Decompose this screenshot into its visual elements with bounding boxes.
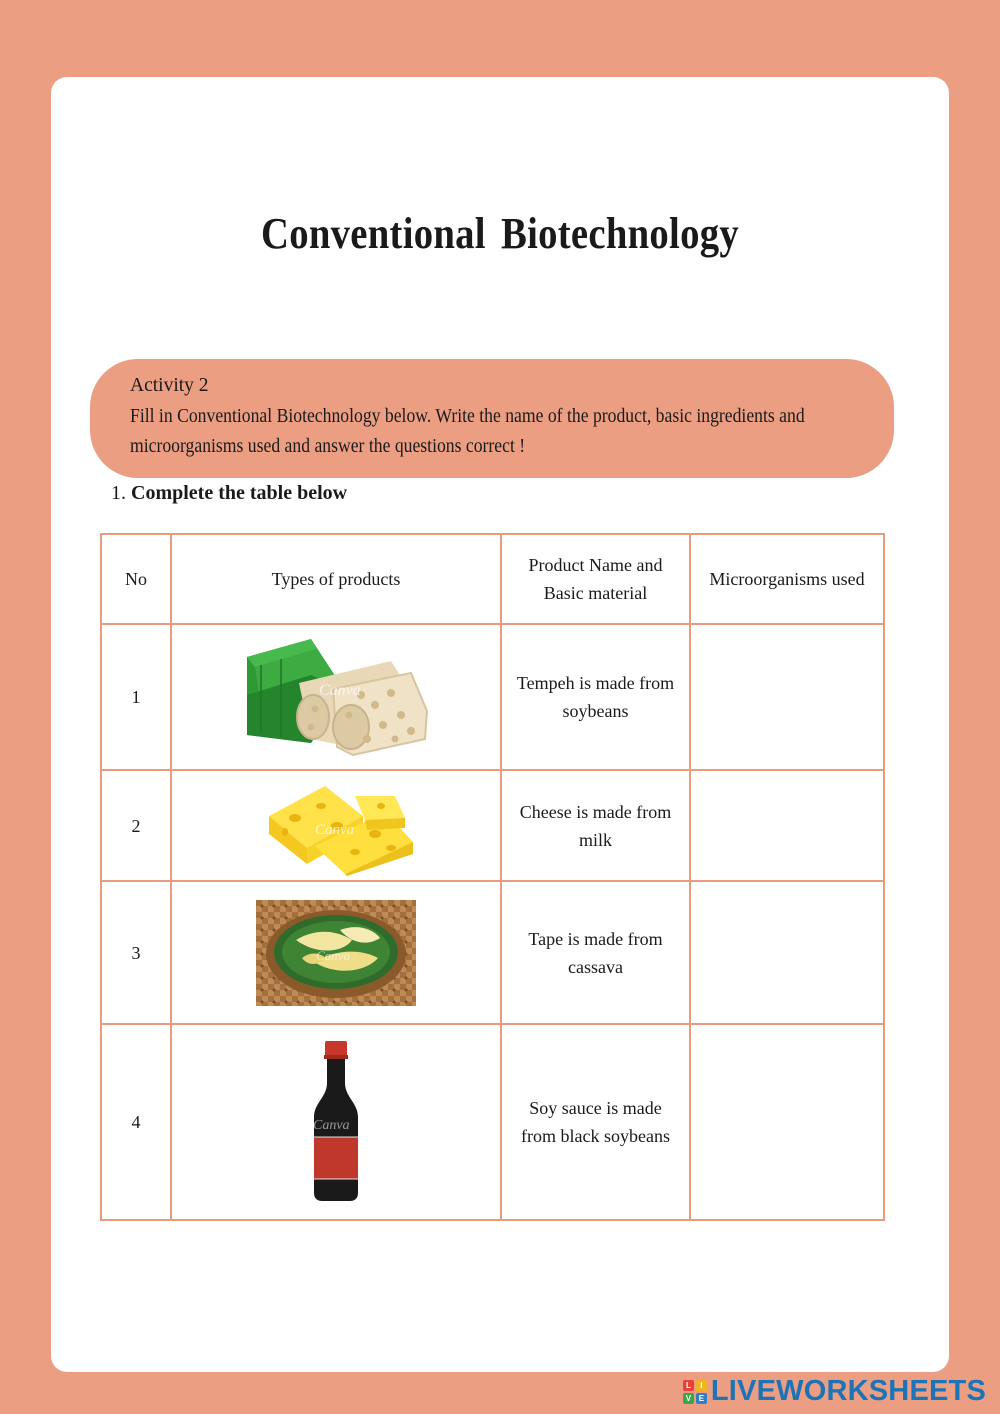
activity-banner — [90, 359, 894, 478]
table-row — [101, 770, 884, 881]
table-row — [101, 624, 884, 770]
product-image-cell — [171, 624, 501, 770]
activity-heading: Activity 2 — [130, 375, 209, 396]
product-image-cell — [171, 1024, 501, 1220]
logo-mark — [683, 1380, 707, 1404]
product-description: Tempeh is made from soybeans — [501, 624, 690, 770]
liveworksheets-logo[interactable] — [683, 1375, 986, 1408]
watermark-text: Canva — [313, 1118, 350, 1133]
header-types: Types of products — [171, 534, 501, 624]
row-number: 2 — [101, 770, 171, 881]
row-number: 3 — [101, 881, 171, 1024]
tape-image — [256, 900, 416, 1006]
watermark-text: Canva — [319, 681, 361, 699]
microorganism-answer-cell[interactable] — [690, 881, 884, 1024]
question-number: 1. — [111, 482, 126, 504]
question-1 — [111, 482, 347, 505]
logo-mark-e: E — [696, 1393, 707, 1404]
row-number: 4 — [101, 1024, 171, 1220]
product-description: Cheese is made from milk — [501, 770, 690, 881]
logo-mark-v: V — [683, 1393, 694, 1404]
activity-instruction-line2: microorganisms used and answer the questions correct ! — [130, 436, 526, 457]
question-text: Complete the table below — [131, 482, 348, 504]
header-product-line2: Basic material — [543, 583, 648, 603]
watermark-text: Canva — [316, 947, 350, 963]
product-description: Soy sauce is made from black soybeans — [501, 1024, 690, 1220]
row-number: 1 — [101, 624, 171, 770]
product-description: Tape is made from cassava — [501, 881, 690, 1024]
products-table — [100, 533, 885, 1221]
cheese-image — [255, 776, 417, 876]
watermark-text: Canva — [315, 821, 355, 838]
tempeh-image — [241, 635, 431, 760]
header-product-line1: Product Name and — [528, 555, 663, 575]
table-row — [101, 881, 884, 1024]
activity-instruction-line1: Fill in Conventional Biotechnology below. Write the name of the product, basic ingredients and — [130, 405, 805, 427]
product-image-cell — [171, 770, 501, 881]
microorganism-answer-cell[interactable] — [690, 1024, 884, 1220]
soy-sauce-image — [310, 1041, 362, 1203]
table-header-row — [101, 534, 884, 624]
header-micro: Microorganisms used — [690, 534, 884, 624]
header-product — [501, 534, 690, 624]
table-row — [101, 1024, 884, 1220]
microorganism-answer-cell[interactable] — [690, 624, 884, 770]
page-title: Conventional Biotechnology — [261, 209, 739, 258]
logo-mark-l: L — [683, 1380, 694, 1391]
logo-mark-i: I — [696, 1380, 707, 1391]
logo-text: LIVEWORKSHEETS — [710, 1375, 986, 1407]
product-image-cell — [171, 881, 501, 1024]
microorganism-answer-cell[interactable] — [690, 770, 884, 881]
header-no: No — [101, 534, 171, 624]
